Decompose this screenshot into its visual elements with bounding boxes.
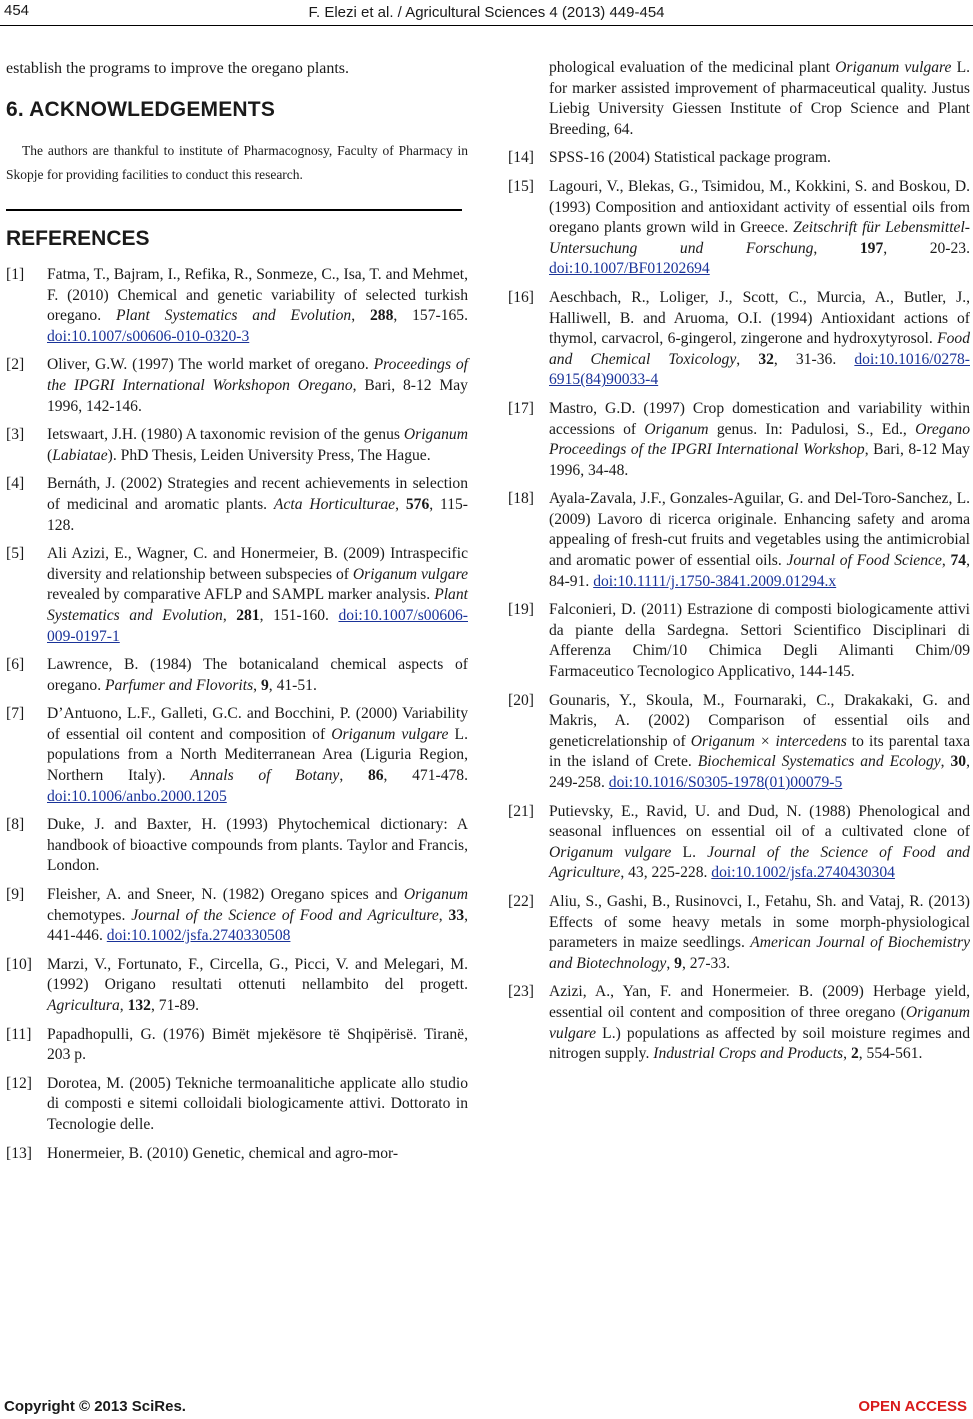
reference-number: [9] <box>6 886 25 904</box>
reference-number: [10] <box>6 955 32 973</box>
reference-italic: Annals of Botany <box>190 767 340 785</box>
reference-entry <box>508 691 970 794</box>
reference-text-run: Ietswaart, J.H. (1980) A taxonomic revision of the genus <box>47 426 404 444</box>
reference-text <box>549 489 970 592</box>
reference-volume: 9 <box>674 954 682 972</box>
reference-text-run: L.) populations as affected by soil moisture regimes and nitrogen supply. <box>549 1024 970 1063</box>
reference-italic: Biochemical Systematics and Ecology <box>697 753 941 771</box>
reference-number <box>508 58 549 140</box>
left-column <box>6 58 468 1164</box>
reference-text <box>47 425 468 466</box>
reference-volume: 9 <box>260 676 269 694</box>
reference-text-run: , 43, 225-228. <box>620 864 712 882</box>
reference-text-run: Bernáth, J. (2002) Strategies and recent achievements in selection of medicinal and aromatic plants. <box>47 475 468 513</box>
reference-text <box>47 1144 468 1165</box>
reference-text-run: , 249-258. <box>549 753 970 791</box>
reference-italic: Journal of Food Science <box>786 552 942 570</box>
reference-text-run: Azizi, A., Yan, F. and Honermeier. B. (2009) Herbage yield, essential oil content and composition of three oregano ( <box>549 983 970 1021</box>
reference-text-run: , <box>351 307 370 325</box>
header-rule <box>0 25 973 26</box>
reference-text-run: , <box>119 997 128 1014</box>
reference-number: [18] <box>508 490 534 508</box>
reference-number: [3] <box>6 426 25 444</box>
reference-italic: Industrial Crops and Products <box>653 1045 844 1063</box>
reference-text-run: genus. In: Padulosi, S., Ed., <box>708 420 916 438</box>
reference-number: [8] <box>6 816 25 834</box>
page-header <box>0 0 973 26</box>
reference-text-run: Oliver, G.W. (1997) The world market of oregano. <box>47 356 374 374</box>
reference-entry <box>508 600 970 682</box>
reference-entry <box>508 399 970 481</box>
reference-text-run: , <box>339 767 368 785</box>
reference-italic: Origanum vulgare <box>835 59 952 76</box>
doi-link[interactable]: doi:10.1016/0278-6915(84)90033-4 <box>549 350 970 389</box>
reference-volume: 74 <box>950 552 967 570</box>
reference-number: [2] <box>6 356 25 374</box>
reference-text <box>549 177 970 280</box>
reference-italic: Acta Horticulturae <box>273 495 396 513</box>
reference-italic: Plant Systematics and Evolution <box>116 307 352 325</box>
reference-italic: Oregano Proceedings of the IPGRI International Workshop <box>549 420 970 459</box>
reference-italic: Origanum <box>403 886 468 904</box>
running-head: F. Elezi et al. / Agricultural Sciences 4 (2013) 449-454 <box>308 4 665 21</box>
reference-italic: Parfumer and Flovorits <box>105 676 254 694</box>
reference-entry <box>508 148 970 169</box>
reference-text <box>47 885 468 947</box>
reference-text-run: to its parental taxa in the island of Crete. <box>549 732 970 771</box>
doi-link[interactable]: doi:10.1111/j.1750-3841.2009.01294.x <box>593 572 837 590</box>
reference-text <box>549 58 970 140</box>
reference-text-run: chemotypes. <box>47 906 132 924</box>
reference-text <box>549 148 970 169</box>
reference-text-run: Lawrence, B. (1984) The botanicaland chemical aspects of oregano. <box>47 656 468 694</box>
reference-number: [19] <box>508 601 534 619</box>
reference-italic: Origanum vulgare <box>549 1003 970 1042</box>
reference-italic: Origanum vulgare <box>549 843 672 861</box>
copyright-notice: Copyright © 2013 SciRes. <box>4 1398 186 1415</box>
reference-text <box>47 1074 468 1136</box>
reference-text <box>549 399 970 481</box>
reference-entry <box>6 655 468 696</box>
doi-link[interactable]: doi:10.1007/s00606-009-0197-1 <box>47 606 468 645</box>
reference-text <box>47 815 468 877</box>
reference-text-run: , <box>395 495 406 513</box>
reference-entry <box>6 474 468 536</box>
intro-tail-paragraph: establish the programs to improve the oregano plants. <box>6 60 350 77</box>
reference-number: [15] <box>508 177 534 195</box>
reference-text-run: , 115-128. <box>47 495 468 534</box>
reference-italic: Origanum <box>644 420 709 438</box>
reference-text-run: phological evaluation of the medicinal plant <box>549 59 836 76</box>
reference-italic: Labiatae <box>52 446 108 464</box>
reference-number: [13] <box>6 1144 32 1162</box>
reference-text-run: Fleisher, A. and Sneer, N. (1982) Oregano spices and <box>47 886 404 904</box>
reference-text-run: Putievsky, E., Ravid, U. and Dud, N. (1988) Phenological and seasonal influences on essential oil of a cultivated clone of <box>549 802 970 841</box>
reference-text-run: D’Antuono, L.F., Galleti, G.C. and Bocchini, P. (2000) Variability of essential oil content and composition of <box>47 705 468 743</box>
reference-text-run: , Bari, 8-12 May 1996, 142-146. <box>47 376 468 415</box>
reference-italic: Proceedings of the IPGRI International Workshopon Oregano <box>47 356 468 394</box>
reference-entry <box>6 815 468 877</box>
reference-text-run: , <box>940 753 951 771</box>
reference-text-run: , Bari, 8-12 May 1996, 34-48. <box>549 441 970 479</box>
reference-italic: American Journal of Biochemistry and Biotechnology <box>549 934 970 972</box>
doi-link[interactable]: doi:10.1016/S0305-1978(01)00079-5 <box>608 774 843 791</box>
reference-text-run: , <box>666 954 675 972</box>
reference-text-run: , 554-561. <box>858 1045 923 1063</box>
reference-text-run: Honermeier, B. (2010) Genetic, chemical and agro-mor- <box>47 1144 399 1162</box>
reference-text-run: Fatma, T., Bajram, I., Refika, R., Sonmeze, C., Isa, T. and Mehmet, F. (2010) Chemical and genetic variability of selected turkish oregano. <box>47 266 468 325</box>
reference-entry <box>6 1074 468 1136</box>
reference-volume: 132 <box>127 997 151 1014</box>
reference-text-run: Falconieri, D. (2011) Estrazione di composti biologicamente attivi da piante della Sardegna. Settori Scientifico Disciplinari di Afferenza Chim/10 Chimica Degli Alimanti Chim/09 Farmaceutico Tecnologico Applicativo, 144-145. <box>549 601 970 681</box>
reference-entry <box>508 288 970 391</box>
reference-entry <box>6 425 468 466</box>
reference-entry <box>508 982 970 1064</box>
reference-volume: 288 <box>369 307 394 325</box>
reference-text-run: , <box>843 1045 851 1063</box>
reference-entry <box>508 489 970 592</box>
reference-text-run: revealed by comparative AFLP and SAMPL marker analysis. <box>47 586 435 604</box>
reference-text-run: Dorotea, M. (2005) Tekniche termoanalitiche applicate allo studio di composti e sitemi colloidali biologicamente attivi. Dottorato in Tecnologie delle. <box>47 1074 468 1133</box>
reference-text-run: , 471-478. <box>383 767 468 785</box>
reference-italic: Origanum × intercedens <box>690 732 847 750</box>
references-list-right <box>508 58 970 1065</box>
reference-italic: Origanum vulgare <box>331 725 449 743</box>
reference-entry <box>6 704 468 807</box>
reference-volume: 86 <box>367 767 384 785</box>
reference-entry <box>508 177 970 280</box>
reference-text-run: , <box>736 350 759 368</box>
reference-italic: Origanum vulgare <box>352 565 468 583</box>
reference-italic: Food and Chemical Toxicology <box>549 330 970 368</box>
reference-text-run: , <box>941 552 951 570</box>
reference-text-run: Ali Azizi, E., Wagner, C. and Honermeier, B. (2009) Intraspecific diversity and relationship between subspecies of <box>47 545 468 583</box>
doi-link[interactable]: doi:10.1007/s00606-010-0320-3 <box>47 327 250 345</box>
reference-text-run: , 27-33. <box>681 954 731 972</box>
reference-text-run: , 71-89. <box>150 997 200 1014</box>
right-column <box>508 58 970 1073</box>
doi-link[interactable]: doi:10.1007/BF01202694 <box>549 260 710 278</box>
reference-text-run: SPSS-16 (2004) Statistical package program. <box>549 149 831 167</box>
reference-text-run: ). PhD Thesis, Leiden University Press, The Hague. <box>107 446 431 464</box>
acknowledgements-heading: 6. ACKNOWLEDGEMENTS <box>6 98 276 121</box>
doi-link[interactable]: doi:10.1002/jsfa.2740430304 <box>711 864 895 882</box>
reference-text-run: , 31-36. <box>773 350 855 368</box>
reference-text-run: , 157-165. <box>393 307 469 325</box>
reference-number: [6] <box>6 656 25 674</box>
reference-number: [14] <box>508 149 534 167</box>
reference-text-run: , 151-160. <box>259 606 339 624</box>
reference-text-run: , 41-51. <box>268 676 317 694</box>
reference-number: [20] <box>508 691 534 709</box>
reference-text-run: Lagouri, V., Blekas, G., Tsimidou, M., Kokkini, S. and Boskou, D. (1993) Composition and antioxidant activity of essential oils from oregano plants grown wild in Greece. <box>549 177 970 237</box>
reference-text <box>47 704 468 807</box>
references-heading: REFERENCES <box>6 227 150 250</box>
page-number: 454 <box>4 2 30 19</box>
reference-number: [17] <box>508 399 534 417</box>
reference-number: [23] <box>508 983 534 1001</box>
reference-entry <box>6 355 468 417</box>
reference-text <box>47 655 468 696</box>
reference-volume: 32 <box>758 350 774 368</box>
reference-italic: Zeitschrift für Lebensmittel-Untersuchung und Forschung <box>549 219 970 257</box>
reference-italic: Plant Systematics and Evolution <box>47 586 468 624</box>
reference-number: [21] <box>508 802 534 820</box>
reference-volume: 197 <box>859 239 884 257</box>
reference-text-run: , <box>438 906 449 924</box>
reference-volume: 33 <box>448 906 465 924</box>
reference-entry <box>508 802 970 884</box>
reference-volume: 30 <box>950 753 967 771</box>
reference-text <box>47 474 468 536</box>
reference-text-run: Duke, J. and Baxter, H. (1993) Phytochemical dictionary: A handbook of bioactive compounds from plants. Taylor and Francis, London. <box>47 816 468 875</box>
reference-text-run: Ayala-Zavala, J.F., Gonzales-Aguilar, G. and Del-Toro-Sanchez, L. (2009) Lavoro di ricerca originale. Enhancing safety and aroma appealing of fresh-cut fruits and vegetables using the antimicrobial and aromatic power of essential oils. <box>549 490 970 570</box>
reference-text <box>549 288 970 391</box>
references-rule <box>6 209 462 211</box>
reference-entry <box>6 265 468 347</box>
reference-volume: 576 <box>405 495 430 513</box>
reference-entry <box>6 885 468 947</box>
doi-link[interactable]: doi:10.1002/jsfa.2740330508 <box>106 927 291 945</box>
reference-number: [12] <box>6 1074 32 1092</box>
reference-text <box>549 600 970 682</box>
reference-entry <box>508 58 970 140</box>
reference-italic: Journal of the Science of Food and Agriculture <box>549 843 970 882</box>
reference-text-run: , <box>253 676 261 694</box>
open-access-label: OPEN ACCESS <box>858 1398 967 1415</box>
reference-text <box>549 691 970 794</box>
reference-number: [7] <box>6 705 25 723</box>
reference-text <box>47 544 468 647</box>
reference-text-run: Papadhopulli, G. (1976) Bimët mjekësore të Shqipërisë. Tiranë, 203 p. <box>47 1025 468 1064</box>
reference-text-run: Marzi, V., Fortunato, F., Circella, G., Picci, V. and Melegari, M. (1992) Origano resultati ottenuti nellambito del progett. <box>47 955 468 994</box>
reference-text-run: L. populations from a North Mediterranean Area (Liguria Region, Northern Italy). <box>47 725 468 785</box>
reference-entry <box>6 1144 468 1165</box>
reference-text <box>47 1025 468 1066</box>
reference-text-run: , 84-91. <box>549 552 970 590</box>
reference-number: [4] <box>6 475 25 493</box>
reference-text <box>549 802 970 884</box>
doi-link[interactable]: doi:10.1006/anbo.2000.1205 <box>47 787 227 805</box>
reference-number: [22] <box>508 892 534 910</box>
reference-italic: Agricultura <box>47 997 120 1014</box>
reference-number: [5] <box>6 545 25 563</box>
reference-number: [1] <box>6 266 25 283</box>
reference-entry <box>6 955 468 1017</box>
reference-italic: Journal of the Science of Food and Agriculture <box>131 906 439 924</box>
reference-text <box>47 355 468 417</box>
reference-text-run: Aliu, S., Gashi, B., Rusinovci, I., Fetahu, Sh. and Vataj, R. (2013) Effects of some heavy metals in some morph-physiological parameters in maize seedlings. <box>549 892 970 952</box>
reference-text <box>549 982 970 1064</box>
reference-volume: 281 <box>236 606 260 624</box>
reference-text-run: Gounaris, Y., Skoula, M., Fournaraki, C., Drakakaki, G. and Makris, A. (2002) Comparison of essential oils and geneticrelationship of <box>549 691 970 750</box>
reference-text-run: L. <box>671 843 708 861</box>
reference-text <box>47 265 468 347</box>
reference-text-run: Aeschbach, R., Loliger, J., Scott, C., Murcia, A., Butler, J., Halliwell, B. and Aruoma, O.I. (1994) Antioxidant actions of thymol, carvacrol, 6-gingerol, zingerone and hydroxytyrosol. <box>549 288 970 348</box>
reference-italic: Origanum <box>403 426 468 444</box>
reference-text-run: , <box>813 239 860 257</box>
reference-number: [16] <box>508 288 534 306</box>
references-list-left <box>6 265 468 1164</box>
reference-text-run: , <box>222 606 237 624</box>
reference-text-run: L. for marker assisted improvement of pharmaceutical quality. Justus Liebig University Giessen Institute of Crop Science and Plant Breeding, 64. <box>549 59 970 138</box>
reference-text-run: , 20-23. <box>883 239 970 257</box>
reference-volume: 2 <box>850 1045 859 1063</box>
reference-text-run: ( <box>47 446 53 464</box>
page-footer <box>0 1398 973 1418</box>
reference-entry <box>6 1025 468 1066</box>
acknowledgements-text: The authors are thankful to institute of Pharmacognosy, Faculty of Pharmacy in Skopje for providing facilities to conduct this research. <box>6 143 468 182</box>
reference-text <box>47 955 468 1017</box>
reference-entry <box>6 544 468 647</box>
reference-text <box>549 892 970 974</box>
reference-number: [11] <box>6 1025 32 1043</box>
reference-entry <box>508 892 970 974</box>
reference-text-run: Mastro, G.D. (1997) Crop domestication and variability within accessions of <box>549 399 970 438</box>
reference-text-run: , 441-446. <box>47 906 469 945</box>
